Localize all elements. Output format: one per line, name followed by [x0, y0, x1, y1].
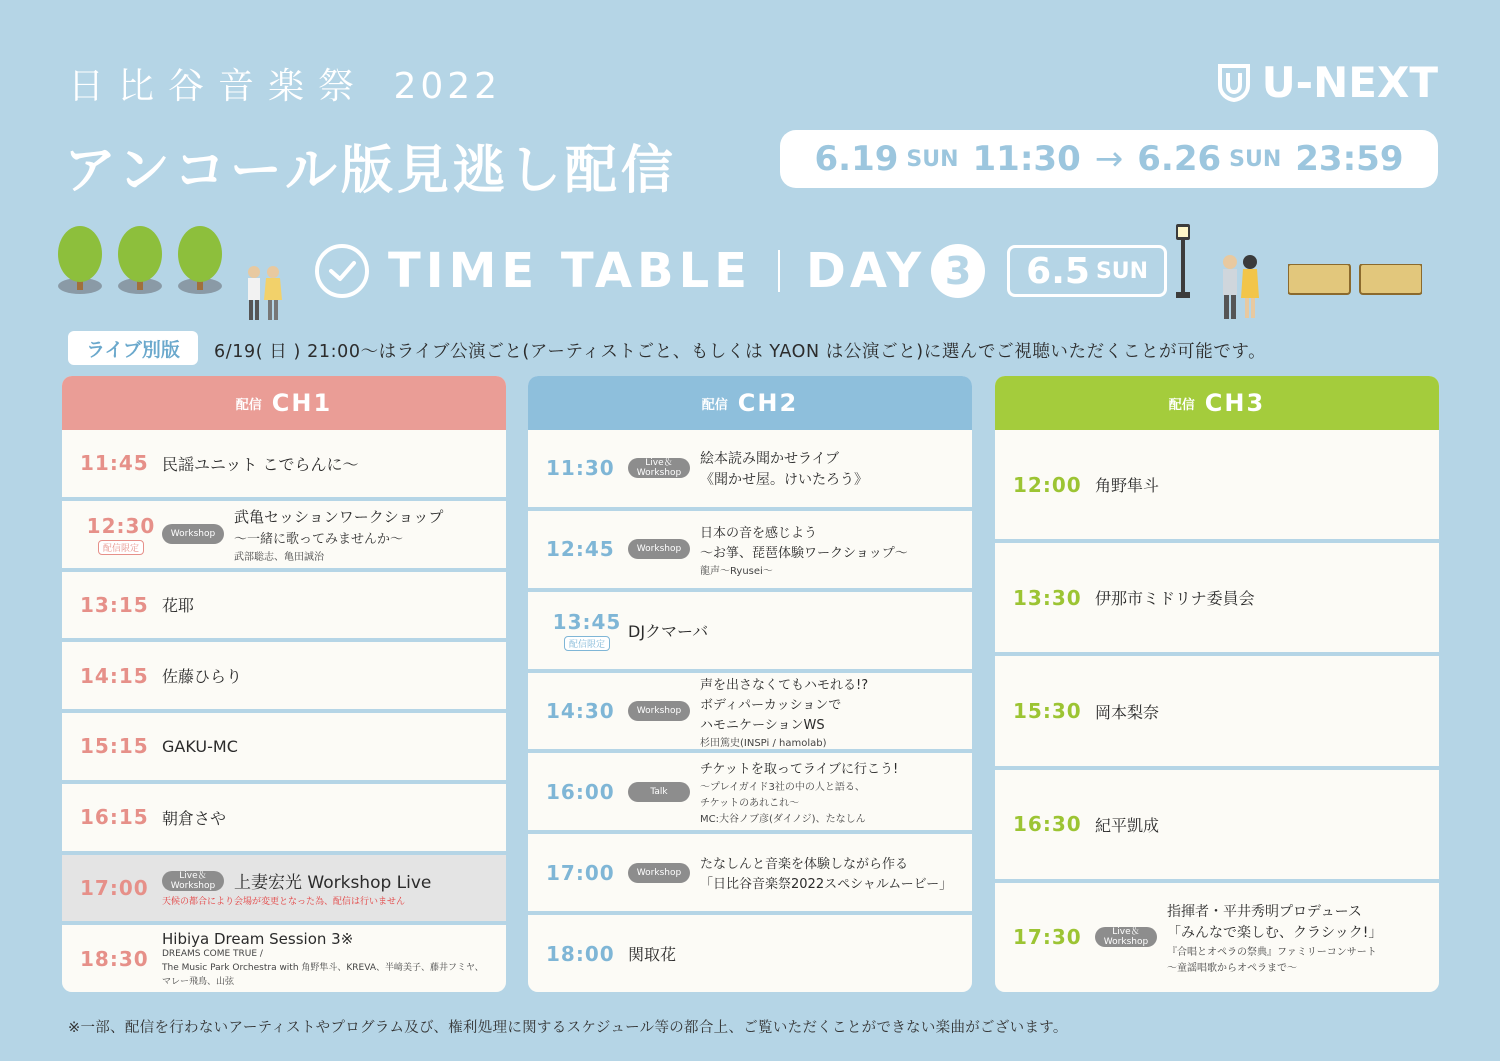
slot-time-wrap: [546, 610, 628, 651]
clock-icon: [314, 243, 370, 299]
slot-time: 17:00: [80, 875, 149, 900]
slot-title: 伊那市ミドリナ委員会: [1095, 589, 1255, 609]
slot-title: 声を出さなくてもハモれる!?: [700, 677, 869, 693]
live-workshop-tag: Live＆Workshop: [1095, 927, 1157, 947]
u-next-logo: [1216, 58, 1438, 107]
channel-sub: 配信: [235, 397, 262, 413]
workshop-tag: Workshop: [162, 524, 224, 544]
slot-info: [700, 522, 908, 577]
slot-title: 朝倉さや: [162, 808, 227, 828]
channel-name: CH2: [737, 389, 799, 417]
slot-title: 紀平凱成: [1095, 815, 1160, 835]
slot-performers: 龍声〜Ryusei〜: [700, 565, 773, 577]
start-dow: SUN: [906, 146, 959, 172]
divider: [778, 250, 780, 292]
live-workshop-tag: Live＆Workshop: [628, 458, 690, 478]
talk-tag: Talk: [628, 782, 690, 802]
slot-title: 日本の音を感じよう: [700, 525, 818, 541]
festival-year: 2022: [393, 66, 502, 107]
couple-illustration: [1214, 236, 1264, 324]
channel-2: [528, 376, 972, 992]
notice-text: 6/19( 日 ) 21:00〜はライブ公演ごと(アーティストごと、もしくは YAON は公演ごと)に選んでご視聴いただくことが可能です。: [214, 342, 1267, 362]
live-edition-badge: ライブ別版: [68, 331, 198, 365]
schedule-list: [995, 430, 1439, 992]
arrow-icon: →: [1094, 139, 1124, 179]
slot-title-row: [162, 868, 431, 893]
channel-sub: 配信: [1168, 397, 1195, 413]
schedule-item[interactable]: [528, 511, 972, 588]
slot-desc: ボディパーカッションで: [700, 697, 842, 713]
footnote: ※一部、配信を行わないアーティストやプログラム及び、権利処理に関するスケジュール等の都合上、ご覧いただくことができない楽曲がございます。: [68, 1020, 1068, 1036]
channel-3: [995, 376, 1439, 992]
slot-info: [700, 448, 868, 489]
schedule-item[interactable]: [62, 642, 506, 709]
slot-title: 佐藤ひらり: [162, 667, 243, 687]
slot-title: 花耶: [162, 596, 195, 616]
schedule-item[interactable]: [62, 572, 506, 639]
slot-time: 13:30: [1013, 585, 1082, 610]
slot-time: 13:15: [80, 592, 149, 617]
channel-1: [62, 376, 506, 992]
slot-info: [700, 853, 952, 892]
end-dow: SUN: [1229, 146, 1282, 172]
schedule-item[interactable]: [528, 673, 972, 750]
slot-time: 11:30: [546, 456, 615, 481]
slot-time: 15:30: [1013, 699, 1082, 723]
schedule-item[interactable]: [995, 770, 1439, 879]
schedule-item[interactable]: [62, 430, 506, 497]
page-title: アンコール版見逃し配信: [64, 141, 677, 201]
slot-time: 16:30: [1013, 812, 1082, 837]
workshop-tag: Workshop: [628, 701, 690, 721]
slot-title: 岡本梨奈: [1095, 702, 1160, 722]
schedule-item[interactable]: [62, 925, 506, 992]
workshop-tag: Workshop: [628, 539, 690, 559]
slot-time: 18:00: [546, 941, 615, 966]
slot-desc: 〜一緒に歌ってみませんか〜: [234, 531, 404, 547]
end-date: 6.26: [1137, 139, 1222, 179]
slot-time: 17:30: [1013, 925, 1082, 950]
schedule-item[interactable]: [995, 543, 1439, 652]
day-date: [1007, 245, 1167, 297]
slot-time: 12:45: [546, 537, 615, 562]
schedule-item[interactable]: [528, 834, 972, 911]
slot-time-wrap: [80, 514, 162, 555]
slot-desc: 《聞かせ屋。けいたろう》: [700, 471, 868, 488]
slot-time: 14:30: [546, 699, 615, 723]
u-next-shield-icon: [1216, 63, 1252, 103]
slot-time: 16:00: [546, 779, 615, 804]
schedule-item[interactable]: [62, 713, 506, 780]
day-number: 3: [931, 244, 985, 298]
schedule-list: [62, 430, 506, 992]
live-workshop-tag: Live＆Workshop: [162, 871, 224, 891]
slot-desc: 「みんなで楽しむ、クラシック!」: [1167, 924, 1383, 941]
schedule-item-cancelled[interactable]: [62, 855, 506, 922]
schedule-item[interactable]: [995, 656, 1439, 765]
slot-title: 絵本読み聞かせライブ: [700, 450, 840, 467]
slot-title: GAKU-MC: [162, 736, 238, 756]
street-lamp-illustration: [1168, 222, 1198, 302]
schedule-list: [528, 430, 972, 992]
end-time: 23:59: [1295, 139, 1404, 179]
people-illustration: [240, 262, 290, 326]
slot-title: Hibiya Dream Session 3※: [162, 930, 354, 949]
slot-desc-2: 『合唱とオペラの祭典』ファミリーコンサート: [1167, 946, 1377, 958]
schedule-item[interactable]: [995, 883, 1439, 992]
timetable-title: TIME TABLE: [388, 243, 752, 299]
slot-info: [162, 930, 484, 987]
slot-desc-3: 〜童謡唱歌からオペラまで〜: [1167, 962, 1297, 974]
slot-desc: 「日比谷音楽祭2022スペシャルムービー」: [700, 877, 953, 893]
slot-performers-1: DREAMS COME TRUE /: [162, 949, 263, 960]
slot-info: [1167, 901, 1382, 974]
slot-time: 11:45: [80, 451, 149, 476]
workshop-tag: Workshop: [628, 863, 690, 883]
schedule-item[interactable]: [528, 915, 972, 992]
slot-performers: MC:大谷ノブ彦(ダイノジ)、たなしん: [700, 814, 866, 826]
slot-time: 17:00: [546, 860, 615, 885]
streaming-period: [780, 130, 1438, 188]
slot-performers-2: The Music Park Orchestra with 角野隼斗、KREVA、半﨑美子、藤井フミヤ、: [162, 963, 484, 974]
streaming-only-badge: 配信限定: [98, 540, 144, 555]
slot-time: 14:15: [80, 663, 149, 688]
slot-title: たなしんと音楽を体験しながら作る: [700, 857, 909, 873]
slot-title: DJクマーバ: [628, 621, 709, 641]
festival-name: 日比谷音楽祭: [68, 66, 369, 107]
benches-illustration: [1288, 264, 1422, 298]
slot-desc-2: ハモニケーションWS: [700, 717, 825, 733]
start-time: 11:30: [972, 139, 1081, 179]
slot-time: 15:15: [80, 734, 149, 759]
logo-text: U-NEXT: [1261, 58, 1438, 107]
start-date: 6.19: [814, 139, 899, 179]
slot-time: 12:00: [1013, 472, 1082, 497]
channel-header: [528, 376, 972, 430]
schedule-item[interactable]: [62, 501, 506, 568]
slot-info: [700, 758, 898, 825]
slot-title: 民謡ユニット こでらんに〜: [162, 454, 359, 474]
slot-performers: 武部聡志、亀田誠治: [234, 551, 324, 563]
day-label: DAY: [806, 243, 926, 299]
day-date-dow: SUN: [1095, 258, 1149, 284]
slot-performers: 杉田篤史(INSPi / hamolab): [700, 737, 827, 749]
slot-info: [700, 674, 868, 749]
slot-time: 13:45: [552, 609, 622, 634]
slot-title: 角野隼斗: [1095, 476, 1160, 496]
channel-name: CH1: [271, 389, 333, 417]
slot-title: 武亀セッションワークショップ: [234, 507, 444, 526]
festival-title: [68, 58, 501, 109]
schedule-item[interactable]: [62, 784, 506, 851]
channel-sub: 配信: [701, 397, 728, 413]
slot-time: 18:30: [80, 946, 149, 971]
cancellation-warning: 天候の都合により会場が変更となった為、配信は行いません: [162, 897, 406, 908]
slot-desc: 〜お箏、琵琶体験ワークショップ〜: [700, 545, 908, 561]
schedule-item[interactable]: [995, 430, 1439, 539]
channel-header: [62, 376, 506, 430]
slot-title: 関取花: [628, 945, 677, 965]
slot-time: 16:15: [80, 805, 149, 830]
slot-desc-2: チケットのあれこれ〜: [700, 798, 800, 810]
slot-info: [162, 868, 431, 907]
streaming-only-badge: 配信限定: [564, 636, 610, 651]
schedule-item[interactable]: [528, 592, 972, 669]
slot-title: 指揮者・平井秀明プロデュース: [1167, 903, 1362, 920]
slot-performers-3: マレー飛鳥、山弦: [162, 977, 235, 988]
trees-illustration: [52, 224, 232, 300]
slot-title: 上妻宏光 Workshop Live: [234, 873, 432, 894]
day-date-value: 6.5: [1026, 250, 1090, 292]
schedule-item[interactable]: [528, 753, 972, 830]
channel-header: [995, 376, 1439, 430]
slot-info: [234, 506, 443, 563]
slot-desc-1: 〜プレイガイド3社の中の人と語る、: [700, 782, 865, 794]
slot-time: 12:30: [86, 513, 156, 538]
channel-name: CH3: [1204, 389, 1266, 417]
timetable-header: [314, 240, 1167, 302]
schedule-item[interactable]: [528, 430, 972, 507]
slot-title: チケットを取ってライブに行こう!: [700, 762, 899, 778]
